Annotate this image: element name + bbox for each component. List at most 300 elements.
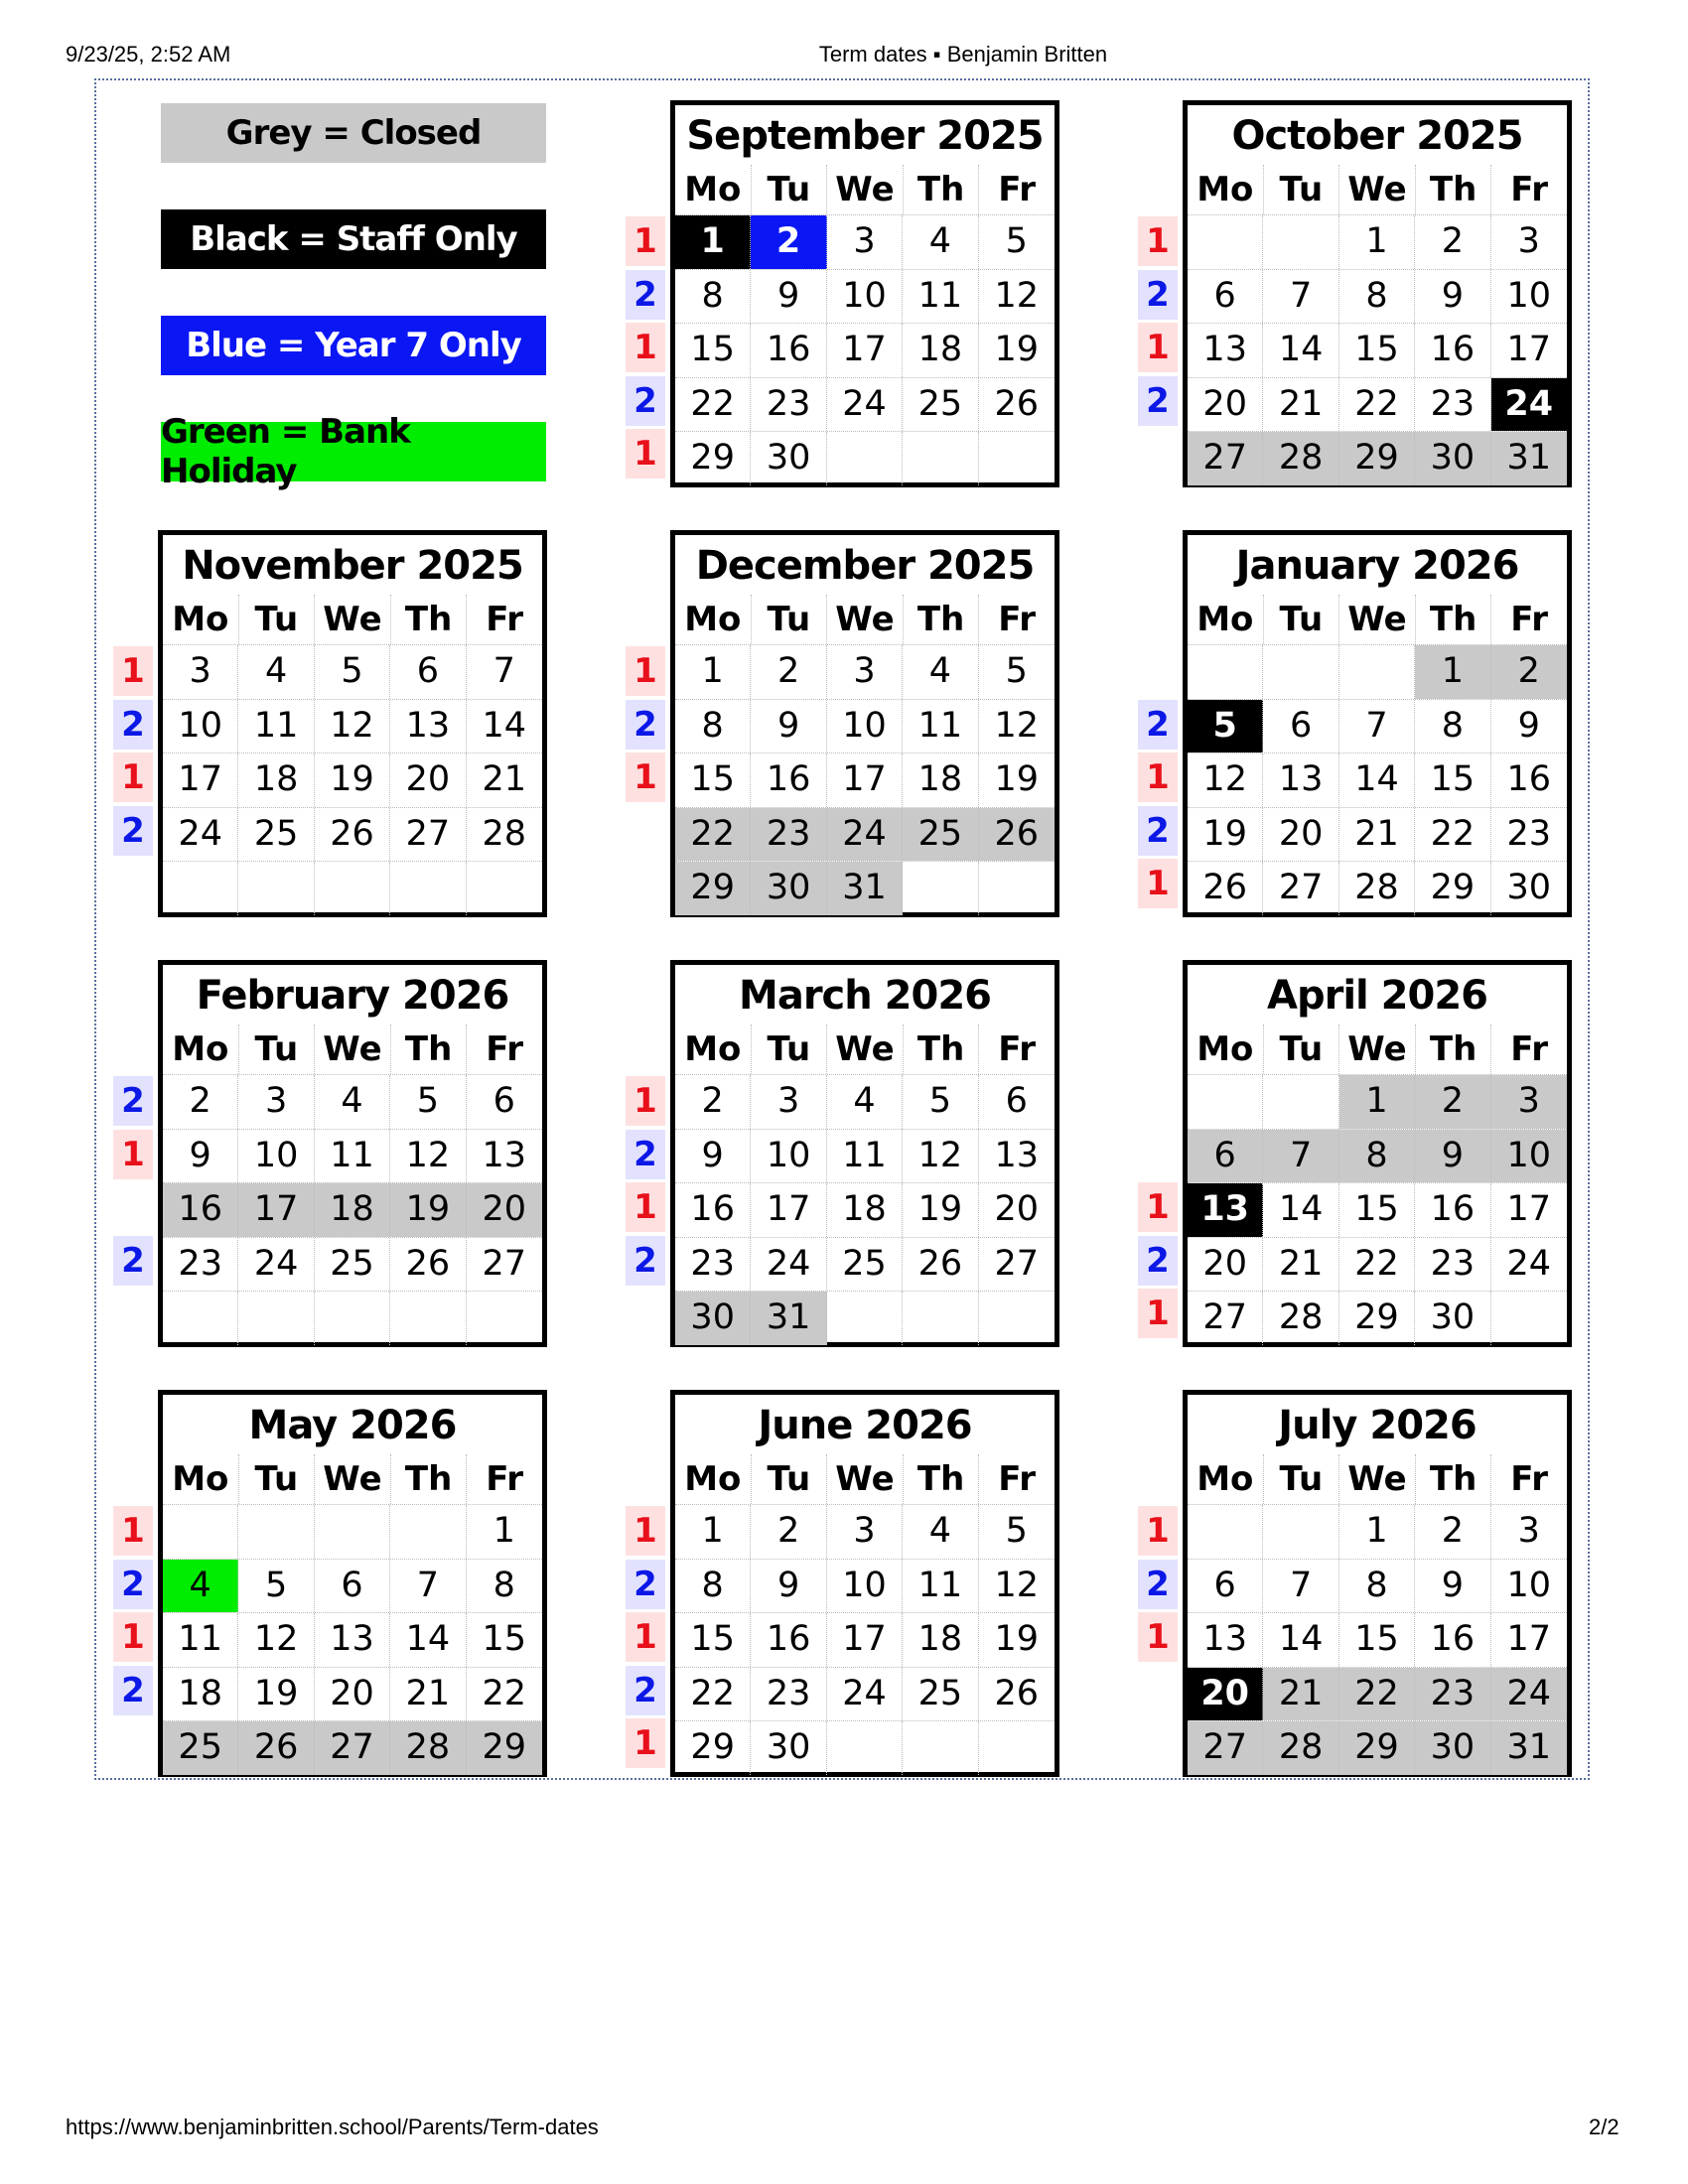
weekday-label: Mo — [1188, 1024, 1264, 1074]
day-cell: 13 — [1188, 1183, 1263, 1237]
day-cell: 9 — [1415, 270, 1490, 324]
month-title: June 2026 — [758, 1403, 972, 1448]
day-cell: 23 — [1415, 378, 1490, 432]
day-cell: 8 — [492, 1565, 515, 1605]
month-calendar — [158, 1390, 547, 1777]
day-cell: 31 — [1491, 432, 1567, 485]
day-cell: 2 — [163, 1075, 238, 1129]
week-number-badge: 1 — [1138, 323, 1178, 372]
day-cell — [390, 1292, 466, 1345]
weekday-label: Th — [904, 595, 980, 644]
week-row — [163, 807, 542, 862]
day-cell: 17 — [1506, 330, 1552, 370]
month-title: November 2025 — [182, 543, 523, 589]
week-row — [163, 1667, 542, 1721]
day-cell: 6 — [1005, 1081, 1028, 1121]
day-cell: 16 — [163, 1183, 238, 1237]
month-calendar — [670, 100, 1059, 487]
day-cell — [1263, 645, 1338, 699]
day-cell: 5 — [1005, 221, 1028, 261]
week-number-badge: 2 — [626, 376, 665, 426]
day-cell: 14 — [1339, 753, 1415, 807]
week-row — [675, 214, 1055, 269]
weekday-label: Mo — [1188, 165, 1264, 214]
week-row — [1188, 1559, 1567, 1613]
month-calendar — [1183, 1390, 1572, 1777]
day-cell: 23 — [163, 1238, 238, 1292]
week-row — [1188, 377, 1567, 432]
day-cell: 4 — [903, 645, 978, 699]
day-cell: 23 — [675, 1238, 751, 1292]
day-cell: 24 — [827, 378, 903, 432]
day-cell — [903, 862, 978, 915]
day-cell: 5 — [903, 1075, 978, 1129]
week-row — [675, 431, 1055, 485]
week-number-badge: 1 — [113, 1130, 153, 1179]
day-cell: 10 — [238, 1130, 314, 1183]
weekday-header — [675, 1454, 1055, 1504]
day-cell: 17 — [163, 753, 238, 807]
day-cell: 16 — [1415, 324, 1490, 377]
print-date: 9/23/25, 2:52 AM — [66, 42, 231, 67]
day-cell: 20 — [1188, 378, 1263, 432]
week-number-badge: 1 — [113, 1506, 153, 1556]
day-cell: 26 — [994, 383, 1040, 424]
month-calendar — [158, 530, 547, 917]
weekday-label: Mo — [163, 1024, 239, 1074]
week-number-badge: 2 — [1138, 806, 1178, 856]
weekday-header — [1188, 1454, 1567, 1504]
day-cell: 13 — [1188, 1613, 1263, 1667]
day-cell: 27 — [994, 1243, 1040, 1284]
day-cell: 7 — [1263, 1130, 1338, 1183]
day-cell: 2 — [675, 1075, 751, 1129]
day-cell: 3 — [827, 645, 903, 699]
day-cell: 20 — [1188, 1238, 1263, 1292]
weekday-label: Fr — [1510, 1459, 1549, 1499]
day-cell: 5 — [390, 1075, 466, 1129]
day-cell: 25 — [903, 808, 978, 862]
day-cell — [467, 1292, 542, 1345]
day-cell: 10 — [827, 700, 903, 753]
weekday-label: Mo — [1188, 1454, 1264, 1504]
week-row — [675, 1612, 1055, 1667]
day-cell: 19 — [994, 759, 1040, 800]
day-cell: 25 — [163, 1721, 238, 1775]
weekday-label: Fr — [998, 1029, 1037, 1069]
day-cell: 15 — [1415, 753, 1490, 807]
day-cell: 5 — [315, 645, 390, 699]
day-cell: 12 — [1188, 753, 1263, 807]
day-cell — [238, 862, 314, 915]
month-title: September 2025 — [686, 113, 1044, 159]
month-title: January 2026 — [1235, 543, 1519, 589]
day-cell: 1 — [1339, 215, 1415, 269]
day-cell: 12 — [994, 275, 1040, 316]
day-cell: 10 — [1506, 1565, 1552, 1605]
day-cell: 4 — [315, 1075, 390, 1129]
day-cell: 14 — [1263, 324, 1338, 377]
day-cell: 19 — [994, 330, 1040, 370]
day-cell — [467, 862, 542, 915]
day-cell: 10 — [163, 700, 238, 753]
day-cell: 17 — [827, 1613, 903, 1667]
week-number-badge: 2 — [626, 1666, 665, 1715]
day-cell: 6 — [315, 1560, 390, 1613]
day-cell: 13 — [482, 1135, 527, 1175]
week-row — [1188, 752, 1567, 807]
day-cell: 17 — [827, 324, 903, 377]
legend-bank-holiday: Green = Bank Holiday — [161, 422, 546, 481]
week-row — [1188, 699, 1567, 753]
weekday-label: Tu — [239, 595, 316, 644]
day-cell: 19 — [238, 1668, 314, 1721]
day-cell: 3 — [238, 1075, 314, 1129]
week-number-badge: 2 — [626, 270, 665, 320]
day-cell: 29 — [675, 432, 751, 485]
weekday-label: We — [315, 1454, 391, 1504]
day-cell: 13 — [390, 700, 466, 753]
week-number-badge: 1 — [626, 1506, 665, 1556]
day-cell — [1263, 1505, 1338, 1559]
week-number-badge: 1 — [113, 752, 153, 802]
day-cell: 19 — [1188, 808, 1263, 862]
week-row — [163, 1237, 542, 1292]
day-cell: 9 — [751, 1560, 826, 1613]
day-cell — [903, 1721, 978, 1775]
weekday-label: We — [827, 165, 904, 214]
day-cell: 1 — [1339, 1075, 1415, 1129]
day-cell: 2 — [1415, 1505, 1490, 1559]
day-cell: 20 — [1188, 1668, 1263, 1721]
weekday-header — [1188, 1024, 1567, 1074]
week-number-badge: 1 — [1138, 859, 1178, 908]
week-number-badge: 2 — [626, 1560, 665, 1609]
day-cell — [903, 1292, 978, 1345]
week-row — [1188, 323, 1567, 377]
day-cell: 2 — [751, 645, 826, 699]
weekday-label: Tu — [752, 1024, 828, 1074]
week-row — [163, 1720, 542, 1775]
day-cell: 20 — [1263, 808, 1338, 862]
day-cell: 6 — [390, 645, 466, 699]
day-cell: 2 — [751, 215, 826, 269]
week-number-badge: 1 — [626, 646, 665, 696]
week-row — [163, 1129, 542, 1183]
weekday-label: Tu — [752, 595, 828, 644]
day-cell: 12 — [238, 1613, 314, 1667]
day-cell: 13 — [1188, 324, 1263, 377]
day-cell: 1 — [675, 645, 751, 699]
day-cell: 19 — [903, 1183, 978, 1237]
day-cell: 4 — [903, 215, 978, 269]
day-cell: 16 — [1415, 1183, 1490, 1237]
week-row — [163, 1612, 542, 1667]
day-cell: 27 — [390, 808, 466, 862]
day-cell: 26 — [315, 808, 390, 862]
week-row — [1188, 1291, 1567, 1345]
day-cell: 18 — [315, 1183, 390, 1237]
day-cell: 13 — [1263, 753, 1338, 807]
weekday-label: Th — [391, 1024, 468, 1074]
day-cell: 25 — [238, 808, 314, 862]
day-cell — [1188, 215, 1263, 269]
day-cell: 18 — [163, 1668, 238, 1721]
weekday-header — [675, 595, 1055, 644]
day-cell: 6 — [1188, 1130, 1263, 1183]
day-cell: 2 — [1491, 645, 1567, 699]
day-cell: 11 — [903, 700, 978, 753]
weekday-label: Th — [391, 1454, 468, 1504]
day-cell: 1 — [1339, 1505, 1415, 1559]
day-cell: 30 — [751, 862, 826, 915]
month-title: May 2026 — [248, 1403, 457, 1448]
weekday-label: Mo — [675, 595, 752, 644]
day-cell: 15 — [675, 324, 751, 377]
day-cell: 18 — [827, 1183, 903, 1237]
day-cell: 6 — [1188, 1560, 1263, 1613]
week-number-badge: 1 — [626, 1076, 665, 1126]
day-cell: 11 — [238, 700, 314, 753]
day-cell: 30 — [1415, 1292, 1490, 1345]
day-cell: 23 — [751, 1668, 826, 1721]
day-cell: 10 — [1491, 1130, 1567, 1183]
day-cell: 27 — [1188, 1721, 1263, 1775]
week-row — [163, 1559, 542, 1613]
day-cell — [979, 1721, 1055, 1775]
week-number-badge: 1 — [113, 646, 153, 696]
weekday-label: We — [1339, 1454, 1416, 1504]
day-cell: 27 — [1188, 432, 1263, 485]
day-cell: 21 — [1263, 378, 1338, 432]
day-cell: 9 — [1517, 705, 1540, 746]
day-cell: 30 — [675, 1292, 751, 1345]
weekday-label: Fr — [1510, 600, 1549, 639]
day-cell: 9 — [1415, 1130, 1490, 1183]
day-cell: 28 — [1263, 1721, 1338, 1775]
day-cell: 13 — [994, 1135, 1040, 1175]
weekday-label: Tu — [1264, 1024, 1340, 1074]
day-cell: 15 — [675, 753, 751, 807]
day-cell: 15 — [1339, 1613, 1415, 1667]
day-cell: 21 — [1263, 1668, 1338, 1721]
weekday-label: Mo — [675, 1024, 752, 1074]
week-row — [1188, 1129, 1567, 1183]
weekday-header — [163, 1024, 542, 1074]
day-cell: 3 — [751, 1075, 826, 1129]
day-cell: 1 — [1415, 645, 1490, 699]
day-cell: 9 — [675, 1130, 751, 1183]
day-cell: 25 — [903, 1668, 978, 1721]
month-calendar — [670, 1390, 1059, 1777]
day-cell: 22 — [1339, 1238, 1415, 1292]
weekday-label: Th — [1416, 1454, 1492, 1504]
day-cell: 29 — [675, 1721, 751, 1775]
page-url: https://www.benjaminbritten.school/Parents/Term-dates — [66, 2115, 599, 2139]
day-cell: 31 — [827, 862, 903, 915]
week-number-badge: 2 — [626, 700, 665, 750]
day-cell: 2 — [1415, 1075, 1490, 1129]
day-cell: 22 — [675, 378, 751, 432]
page-title: Term dates ▪ Benjamin Britten — [818, 42, 1108, 67]
weekday-label: We — [1339, 1024, 1416, 1074]
week-row — [1188, 431, 1567, 485]
week-row — [675, 644, 1055, 699]
week-number-badge: 2 — [1138, 376, 1178, 426]
weekday-label: Mo — [675, 165, 752, 214]
day-cell: 8 — [675, 270, 751, 324]
day-cell — [827, 432, 903, 485]
weekday-header — [675, 1024, 1055, 1074]
day-cell — [1491, 1292, 1567, 1345]
day-cell: 23 — [1415, 1238, 1490, 1292]
day-cell: 3 — [827, 215, 903, 269]
week-row — [675, 1074, 1055, 1129]
day-cell — [315, 1292, 390, 1345]
day-cell: 21 — [482, 759, 527, 800]
day-cell: 18 — [903, 1613, 978, 1667]
week-row — [163, 1291, 542, 1345]
day-cell: 12 — [994, 705, 1040, 746]
day-cell: 15 — [1339, 1183, 1415, 1237]
weekday-label: Th — [1416, 595, 1492, 644]
day-cell — [979, 432, 1055, 485]
day-cell: 16 — [751, 753, 826, 807]
day-cell: 27 — [1188, 1292, 1263, 1345]
day-cell: 21 — [1339, 808, 1415, 862]
day-cell: 14 — [482, 705, 527, 746]
weekday-label: Th — [904, 1454, 980, 1504]
legend-year7-only: Blue = Year 7 Only — [161, 316, 546, 375]
weekday-label: Tu — [239, 1024, 316, 1074]
day-cell: 7 — [1339, 700, 1415, 753]
week-row — [675, 377, 1055, 432]
legend-closed: Grey = Closed — [161, 103, 546, 163]
week-row — [163, 861, 542, 915]
day-cell: 31 — [1491, 1721, 1567, 1775]
day-cell: 8 — [675, 700, 751, 753]
day-cell: 28 — [482, 813, 527, 854]
day-cell: 14 — [390, 1613, 466, 1667]
day-cell: 27 — [482, 1243, 527, 1284]
day-cell: 4 — [163, 1560, 238, 1613]
day-cell: 3 — [1517, 1511, 1540, 1551]
day-cell: 29 — [1415, 862, 1490, 915]
day-cell — [979, 862, 1055, 915]
day-cell: 6 — [1263, 700, 1338, 753]
week-number-badge: 1 — [626, 429, 665, 478]
day-cell: 14 — [1263, 1613, 1338, 1667]
weekday-label: Tu — [1264, 165, 1340, 214]
day-cell: 24 — [827, 808, 903, 862]
day-cell — [390, 862, 466, 915]
day-cell: 26 — [390, 1238, 466, 1292]
week-row — [675, 323, 1055, 377]
day-cell: 7 — [1263, 1560, 1338, 1613]
day-cell: 8 — [1415, 700, 1490, 753]
day-cell: 11 — [163, 1613, 238, 1667]
weekday-label: Th — [391, 595, 468, 644]
day-cell: 6 — [492, 1081, 515, 1121]
week-row — [1188, 1667, 1567, 1721]
day-cell: 16 — [675, 1183, 751, 1237]
week-number-badge: 1 — [1138, 1506, 1178, 1556]
weekday-label: Tu — [752, 1454, 828, 1504]
day-cell: 17 — [751, 1183, 826, 1237]
weekday-label: Mo — [1188, 595, 1264, 644]
day-cell: 27 — [1263, 862, 1338, 915]
week-row — [675, 752, 1055, 807]
week-row — [1188, 1612, 1567, 1667]
week-row — [675, 1504, 1055, 1559]
day-cell: 5 — [238, 1560, 314, 1613]
week-row — [1188, 269, 1567, 324]
day-cell: 25 — [315, 1238, 390, 1292]
month-calendar — [1183, 530, 1572, 917]
day-cell: 24 — [163, 808, 238, 862]
week-number-badge: 1 — [1138, 752, 1178, 802]
day-cell — [1188, 1075, 1263, 1129]
week-row — [1188, 1720, 1567, 1775]
day-cell: 16 — [751, 1613, 826, 1667]
day-cell: 24 — [827, 1668, 903, 1721]
weekday-label: Fr — [1510, 170, 1549, 209]
day-cell: 10 — [827, 270, 903, 324]
week-row — [163, 699, 542, 753]
day-cell: 25 — [903, 378, 978, 432]
month-title: April 2026 — [1267, 973, 1487, 1019]
day-cell: 24 — [1491, 1668, 1567, 1721]
day-cell: 22 — [675, 808, 751, 862]
week-number-badge: 1 — [1138, 216, 1178, 266]
day-cell: 10 — [1506, 275, 1552, 316]
day-cell: 22 — [1415, 808, 1490, 862]
day-cell: 3 — [1491, 1075, 1567, 1129]
week-number-badge: 2 — [1138, 700, 1178, 750]
day-cell: 28 — [1339, 862, 1415, 915]
day-cell: 15 — [1339, 324, 1415, 377]
week-number-badge: 1 — [626, 323, 665, 372]
day-cell: 19 — [994, 1619, 1040, 1660]
day-cell: 22 — [675, 1668, 751, 1721]
day-cell: 3 — [163, 645, 238, 699]
month-calendar — [670, 530, 1059, 917]
day-cell: 27 — [315, 1721, 390, 1775]
month-title: December 2025 — [695, 543, 1035, 589]
weekday-label: Tu — [239, 1454, 316, 1504]
day-cell — [903, 432, 978, 485]
day-cell: 8 — [675, 1560, 751, 1613]
week-number-badge: 2 — [1138, 270, 1178, 320]
week-number-badge: 1 — [626, 1718, 665, 1768]
weekday-label: Th — [1416, 165, 1492, 214]
week-row — [163, 1074, 542, 1129]
week-number-badge: 2 — [113, 700, 153, 750]
day-cell: 10 — [751, 1130, 826, 1183]
weekday-header — [1188, 165, 1567, 214]
weekday-label: Fr — [998, 170, 1037, 209]
day-cell: 16 — [1506, 759, 1552, 800]
day-cell — [390, 1505, 466, 1559]
day-cell: 28 — [390, 1721, 466, 1775]
day-cell: 20 — [994, 1189, 1040, 1230]
day-cell: 8 — [1339, 1560, 1415, 1613]
day-cell — [1263, 215, 1338, 269]
month-title: February 2026 — [196, 973, 509, 1019]
day-cell — [827, 1292, 903, 1345]
week-number-badge: 1 — [113, 1612, 153, 1662]
day-cell: 11 — [903, 1560, 978, 1613]
